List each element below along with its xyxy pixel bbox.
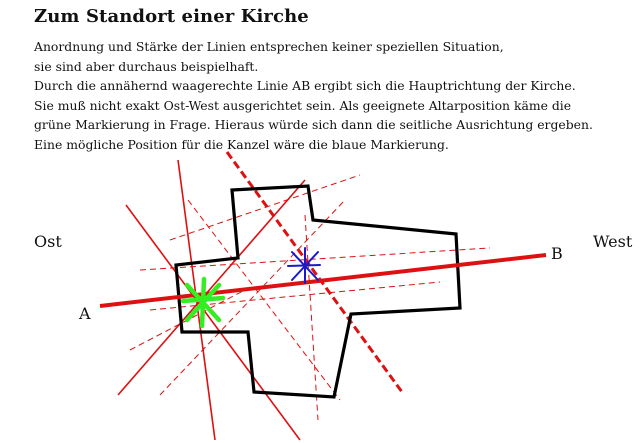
page-title: Zum Standort einer Kirche [34,6,309,27]
solid-line [126,205,300,440]
label-west: West [593,232,633,251]
dashed-line [305,215,318,420]
description-line: sie sind aber durchaus beispielhaft. [34,58,259,74]
pulpit-marker [288,248,320,283]
label-east: Ost [34,232,62,251]
description-line: Sie muß nicht exakt Ost-West ausgerichtet sein. Als geeignete Altarposition käme die [34,97,572,113]
dashed-line [170,175,360,240]
altar-marker [183,279,223,326]
description-line: Durch die annähernd waagerechte Linie AB ergibt sich die Hauptrichtung der Kirche. [34,78,576,93]
line-ab [100,255,546,306]
description-line: grüne Markierung in Frage. Hieraus würde sich dann die seitliche Ausrichtung ergeben. [34,117,593,132]
description-line: Eine mögliche Position für die Kanzel wäre die blaue Markierung. [34,136,449,152]
description-line: Anordnung und Stärke der Linien entsprechen keiner speziellen Situation, [34,39,504,54]
label-point-a: A [79,304,91,323]
label-point-b: B [551,244,563,263]
